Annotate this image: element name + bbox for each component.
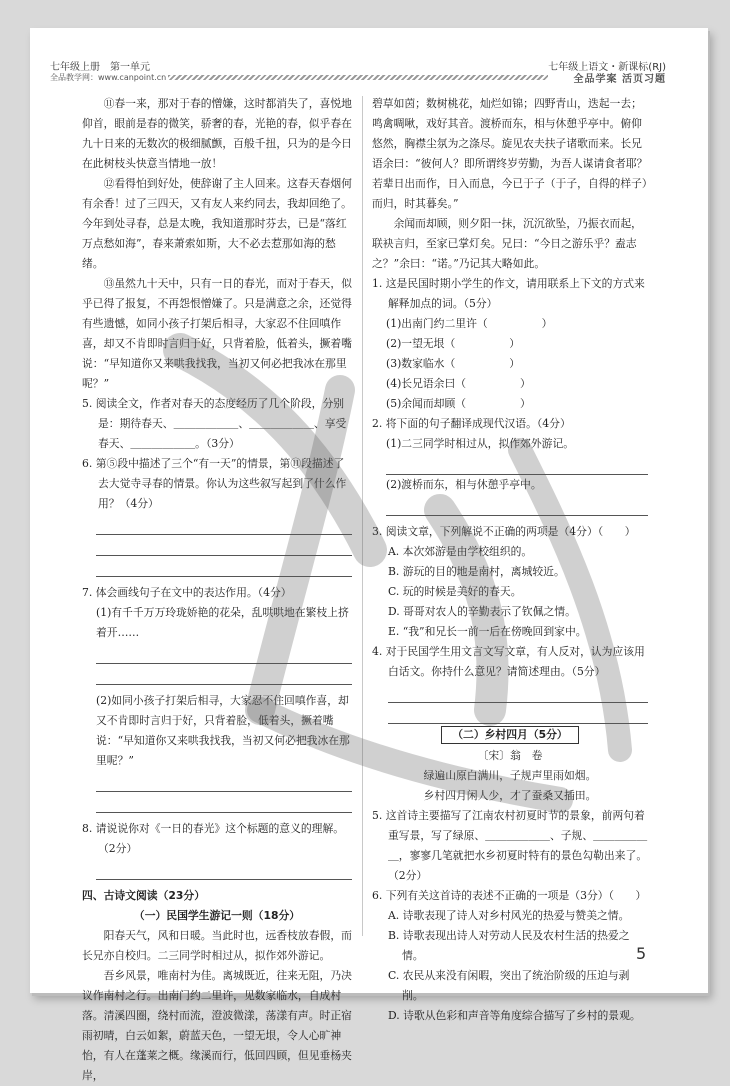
- poem-line-1: 绿遍山原白满川，子规声里雨如烟。: [423, 769, 597, 782]
- question-6-poem: 6. 下列有关这首诗的表述不正确的一项是（3分）（ ）: [372, 889, 647, 902]
- question-3-option-c[interactable]: C. 玩的时候是美好的春天。: [388, 585, 522, 598]
- question-2-part-1: (1)二三同学时相过从，拟作郊外游记。: [386, 437, 575, 450]
- subsection-2-title: （二）乡村四月（5分）: [441, 726, 578, 744]
- question-2-part-2: (2)渡桥而东，相与休憩乎亭中。: [386, 478, 542, 491]
- classical-paragraph-1: 阳春天气，风和日暖。当此时也，远香枝放春假，而长兄亦自校归。二三同学时相过从，拟作郊外游记。: [82, 929, 352, 962]
- question-5-poem: 5. 这首诗主要描写了江南农村初夏时节的景象，前两句着重写景，写了绿原、＿＿＿＿＿＿、子规、＿＿＿＿＿＿，寥寥几笔就把水乡初夏时特有的景色勾勒出来了。（2分）: [372, 809, 648, 882]
- right-column: [372, 94, 648, 1026]
- classical-paragraph-3: 余闻而却顾，则夕阳一抹，沉沉欲坠，乃振衣而起，联袂言归，至家已掌灯矣。兄曰：“今日之游乐乎？盍志之？”余曰：“诺。”乃记其大略如此。: [372, 217, 642, 270]
- header-subject: 七年级上语文・新课标(RJ): [548, 62, 666, 73]
- column-divider: [362, 96, 363, 936]
- answer-line[interactable]: [96, 556, 352, 577]
- subsection-1-title: （一）民国学生游记一则（18分）: [133, 909, 301, 922]
- question-1-item-5: (5)余闻而却顾（ ）: [386, 397, 531, 410]
- answer-line[interactable]: [386, 454, 648, 475]
- answer-line[interactable]: [96, 643, 352, 664]
- header-site: 全品教学网：www.canpoint.cn: [50, 73, 167, 82]
- question-6-option-c[interactable]: C. 农民从来没有闲暇，突出了统治阶级的压迫与剥削。: [388, 969, 630, 1002]
- question-6-option-a[interactable]: A. 诗歌表现了诗人对乡村风光的热爱与赞美之情。: [388, 909, 630, 922]
- question-8: 8. 请说说你对《一日的春光》这个标题的意义的理解。（2分）: [82, 822, 345, 855]
- poem-author: 〔宋〕翁 卷: [477, 749, 543, 762]
- passage-paragraph-12: ⑫看得怕到好处，使辞谢了主人回来。这春天春烟何有余香！过了三四天，又有友人来约同去，我却回绝了。今年到处寻春，总是太晚，我知道那时芬去，已是“落红万点愁如海”，春来萧索如斯，大不必去惹那如海的愁绪。: [82, 177, 352, 270]
- question-1-item-3: (3)数家临水（ ）: [386, 357, 521, 370]
- answer-line[interactable]: [386, 495, 648, 516]
- question-1: 1. 这是民国时期小学生的作文，请用联系上下文的方式来解释加点的词。（5分）: [372, 277, 645, 310]
- passage-paragraph-11: ⑪春一来，那对于春的憎嫌，这时都消失了，喜悦地仰首，眼前是春的微笑，骄奢的春，光艳的春，似乎春在九十日来的无数次的极细腻颤，百般千扭，只为的是今日在此树枝头快意当情地一放！: [82, 97, 352, 170]
- header-hatch-bar: [168, 75, 548, 80]
- question-7-part-2: (2)如同小孩子打架后相寻，大家忍不住回嗔作喜，却又不肯即时言归于好，只背着脸，低着头，撅着嘴说：“早知道你又来哄我找我，当初又何必把我冰在那里呢？”: [96, 694, 350, 767]
- question-3: 3. 阅读文章，下列解说不正确的两项是（4分）（ ）: [372, 525, 636, 538]
- question-7-part-1: (1)有千千万万玲珑娇艳的花朵，乱哄哄地在繁枝上挤着开……: [96, 606, 349, 639]
- question-2: 2. 将下面的句子翻译成现代汉语。（4分）: [372, 417, 571, 430]
- section-4-heading: 四、古诗文阅读（23分）: [82, 889, 205, 902]
- answer-line[interactable]: [96, 664, 352, 685]
- question-5: 5. 阅读全文，作者对春天的态度经历了几个阶段，分别是：期待春天、＿＿＿＿＿＿、＿＿＿＿＿＿、享受春天、＿＿＿＿＿＿。（3分）: [82, 397, 347, 450]
- question-3-option-d[interactable]: D. 哥哥对农人的辛勤表示了钦佩之情。: [388, 605, 576, 618]
- header-brand-logo: 全品学案 活页习题: [573, 74, 666, 85]
- page-header: [50, 58, 666, 86]
- answer-line[interactable]: [96, 792, 352, 813]
- question-7: 7. 体会画线句子在文中的表达作用。（4分）: [82, 586, 292, 599]
- page-number: 5: [636, 944, 647, 963]
- answer-line[interactable]: [96, 514, 352, 535]
- classical-paragraph-2-cont: 碧草如茵；数树桃花，灿烂如锦；四野青山，迭起一去；鸣禽啁啾，戏好其音。渡桥而东，相与休憩乎亭中。俯仰悠然，胸襟尘氛为之涤尽。旋见农夫扶子诸歌而来。长兄语余曰：“彼何人？即所谓终岁劳勤，为吾人谋请食者耶？若辈日出而作，日入而息，今已于子（于子，自得的样子）而归，时其暮矣。”: [372, 97, 648, 210]
- question-1-item-4: (4)长兄语余曰（ ）: [386, 377, 531, 390]
- question-3-option-b[interactable]: B. 游玩的目的地是南村，离城较近。: [388, 565, 565, 578]
- question-3-option-a[interactable]: A. 本次郊游是由学校组织的。: [388, 545, 533, 558]
- question-1-item-2: (2)一望无垠（ ）: [386, 337, 521, 350]
- question-6: 6. 第⑤段中描述了三个“有一天”的情景，第⑪段描述了去大觉寺寻春的情景。你认为这些叙写起到了什么作用？（4分）: [82, 457, 347, 510]
- question-1-item-1: (1)出南门约二里许（ ）: [386, 317, 553, 330]
- question-3-option-e[interactable]: E. “我”和兄长一前一后在傍晚回到家中。: [388, 625, 587, 638]
- header-unit: 七年级上册 第一单元: [50, 62, 150, 73]
- poem-line-2: 乡村四月闲人少，才了蚕桑又插田。: [423, 789, 597, 802]
- classical-paragraph-2: 吾乡风景，唯南村为佳。离城既近，往来无阻，乃决议作南村之行。出南门约二里许，见数家临水，自成村落。清溪四圈，绕村而流，澄波微漾，荡漾有声。时正宿雨初晴，白云如絮，蔚蓝天色，一望无垠，令人心旷神怡，有人在蓬莱之概。缘溪而行，低回四顾，但见垂杨夹岸，: [82, 969, 352, 1082]
- question-4: 4. 对于民国学生用文言文写文章，有人反对，认为应该用白话文。你持什么意见？请简述理由。（5分）: [372, 645, 645, 678]
- answer-line[interactable]: [96, 771, 352, 792]
- answer-line[interactable]: [388, 682, 648, 703]
- answer-line[interactable]: [96, 859, 352, 880]
- left-column: [82, 94, 352, 1086]
- answer-line[interactable]: [96, 535, 352, 556]
- passage-paragraph-13: ⑬虽然九十天中，只有一日的春光，而对于春天，似乎已得了报复，不再怨恨憎嫌了。只是满意之余，还觉得有些遗憾，如同小孩子打架后相寻，大家忍不住回嗔作喜，却又不肯即时言归于好，只背着脸，低着头，撅着嘴说：“早知道你又来哄我找我，当初又何必把我冰在那里呢？”: [82, 277, 352, 390]
- question-6-option-d[interactable]: D. 诗歌从色彩和声音等角度综合描写了乡村的景观。: [388, 1009, 641, 1022]
- question-6-option-b[interactable]: B. 诗歌表现出诗人对劳动人民及农村生活的热爱之情。: [388, 929, 630, 962]
- answer-line[interactable]: [388, 703, 648, 724]
